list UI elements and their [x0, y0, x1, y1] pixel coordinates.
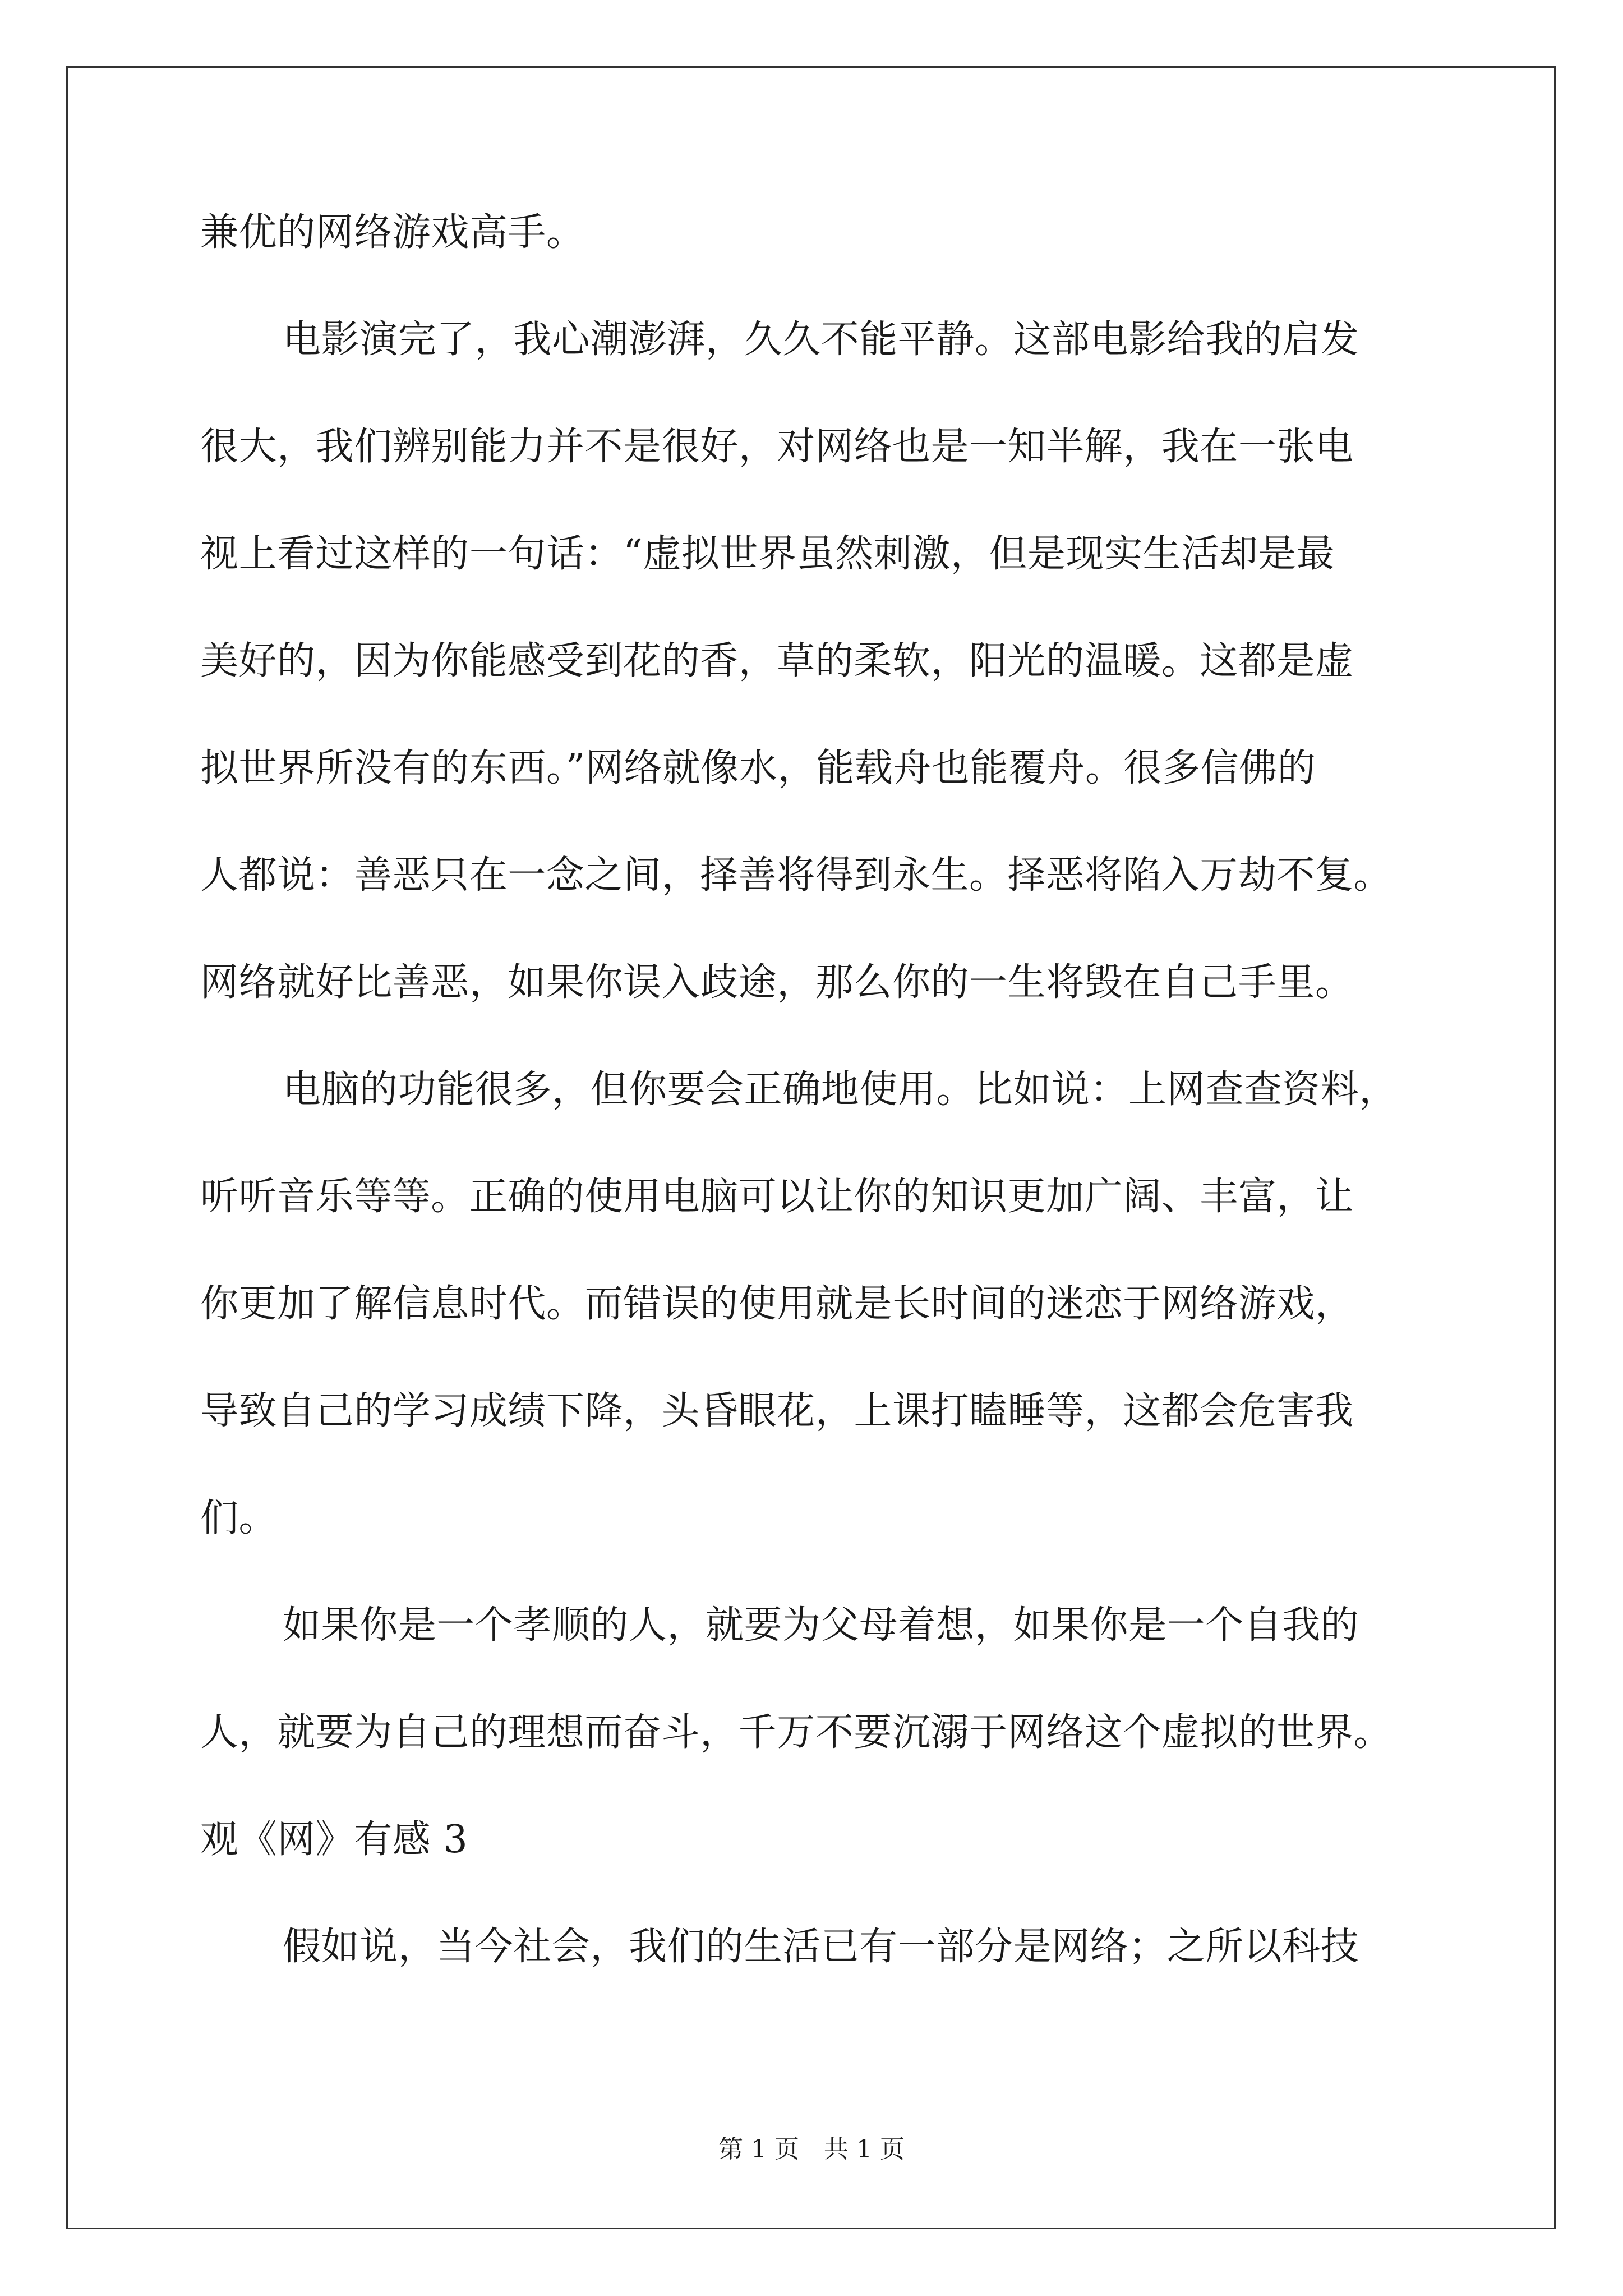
text-line: 人都说：善恶只在一念之间，择善将得到永生。择恶将陷入万劫不复。	[200, 853, 1393, 898]
text-line: 你更加了解信息时代。而错误的使用就是长时间的迷恋于网络游戏，	[200, 1282, 1354, 1326]
section-heading: 观《网》有感 3	[200, 1818, 468, 1862]
page-border	[66, 66, 1556, 2229]
text-line: 兼优的网络游戏高手。	[200, 210, 585, 255]
text-line: 网络就好比善恶，如果你误入歧途，那么你的一生将毁在自己手里。	[200, 960, 1354, 1005]
paragraph-start-line: 电影演完了，我心潮澎湃，久久不能平静。这部电影给我的启发	[283, 318, 1359, 362]
page-number-footer: 第 1 页 共 1 页	[718, 2135, 905, 2164]
paragraph-start-line: 电脑的功能很多，但你要会正确地使用。比如说：上网查查资料，	[283, 1068, 1398, 1112]
text-line: 视上看过这样的一句话：“虚拟世界虽然刺激，但是现实生活却是最	[200, 532, 1335, 576]
text-line: 拟世界所没有的东西。”网络就像水，能载舟也能覆舟。很多信佛的	[200, 746, 1316, 790]
paragraph-start-line: 如果你是一个孝顺的人，就要为父母着想，如果你是一个自我的	[283, 1603, 1359, 1648]
paragraph-start-line: 假如说，当今社会，我们的生活已有一部分是网络；之所以科技	[283, 1925, 1359, 1969]
text-line: 导致自己的学习成绩下降，头昏眼花，上课打瞌睡等，这都会危害我	[200, 1389, 1354, 1433]
text-line: 听听音乐等等。正确的使用电脑可以让你的知识更加广阔、丰富，让	[200, 1175, 1354, 1219]
text-line: 很大，我们辨别能力并不是很好，对网络也是一知半解，我在一张电	[200, 425, 1354, 469]
text-line: 美好的，因为你能感受到花的香，草的柔软，阳光的温暖。这都是虚	[200, 639, 1354, 683]
text-line: 人，就要为自己的理想而奋斗，千万不要沉溺于网络这个虚拟的世界。	[200, 1710, 1393, 1755]
text-line: 们。	[200, 1496, 278, 1540]
